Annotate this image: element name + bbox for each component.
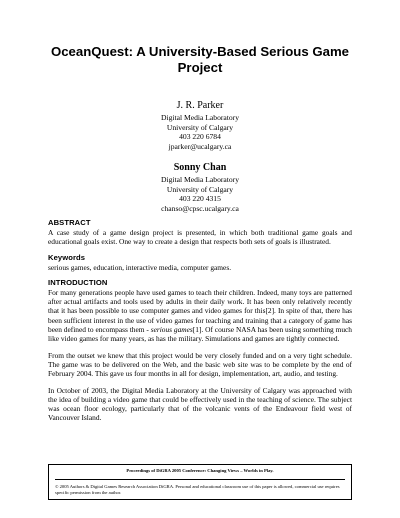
title-line-2: Project [177, 60, 223, 75]
paper-body [48, 218, 352, 430]
title-line-1: OceanQuest: A University-Based Serious Game [50, 44, 350, 59]
author-2-name: Sonny Chan [173, 161, 227, 173]
serious-games-term: serious games [150, 325, 193, 335]
author-1 [48, 100, 352, 152]
author-1-name: J. R. Parker [176, 100, 224, 111]
introduction-paragraph-3: In October of 2003, the Digital Media Laboratory at the University of Calgary was approached with the idea of building a video game that could be effectively used in the teaching of science. The subject was ocean floor ecology, particularly that of the volcanic vents of the Endeavour field west of Vancouver Island. [48, 385, 352, 423]
keywords-section [48, 253, 352, 272]
keywords-heading: Keywords [48, 252, 86, 262]
author-block [48, 100, 352, 224]
author-2-affiliation: Digital Media Laboratory [160, 174, 240, 184]
paper-title [48, 44, 352, 76]
footer-divider [55, 479, 345, 480]
keywords-text: serious games, education, interactive media, computer games. [48, 262, 232, 272]
intro-p1-text-end: [1]. Of course NASA has been using something much like video games for many years, as has the military. Simulations and games are tightly connected. [48, 325, 352, 344]
author-1-affiliation: Digital Media Laboratory [160, 113, 240, 122]
introduction-paragraph-1 [48, 288, 352, 344]
introduction-section [48, 278, 352, 423]
author-2-phone: 403 220 4315 [179, 194, 221, 204]
introduction-paragraph-2: From the outset we knew that this project would be very closely funded and on a very tight schedule. The game was to be delivered on the Web, and the basic web site was to be complete by the end of February 2004. This gave us four months in all for design, implementation, art, audio, and testing. [48, 350, 352, 379]
abstract-text: A case study of a game design project is presented, in which both traditional game goals and educational goals exist. One way to create a design that respects both sets of goals is illustrated. [48, 228, 352, 247]
author-2-email: chanso@cpsc.ucalgary.ca [161, 203, 239, 213]
copyright-notice: © 2005 Authors & Digital Games Research Association DiGRA. Personal and educational classroom use of this paper is allowed, commercial use requires specific permission from the author. [55, 484, 340, 495]
author-1-institution: University of Calgary [166, 122, 234, 132]
author-2 [48, 162, 352, 214]
author-1-email: jparker@ucalgary.ca [168, 142, 232, 152]
author-2-institution: University of Calgary [166, 184, 234, 194]
abstract-heading: ABSTRACT [48, 218, 91, 227]
proceedings-footer [48, 464, 352, 500]
conference-note: Proceedings of DiGRA 2005 Conference: Changing Views – Worlds in Play. [126, 468, 274, 473]
introduction-heading: INTRODUCTION [48, 277, 108, 287]
abstract-section [48, 218, 352, 247]
author-1-phone: 403 220 6784 [179, 132, 221, 142]
intro-p1-text: For many generations people have used games to teach their children. Indeed, many toys are patterned after actual artifacts and tools used by adults in their daily work. It has been only relatively recently that it has been possible to use computer games and video games for this[2]. In spite of that, there has been sufficient interest in the use of video games for teaching and training that a category of game has been defined to encompass them - [48, 287, 352, 335]
